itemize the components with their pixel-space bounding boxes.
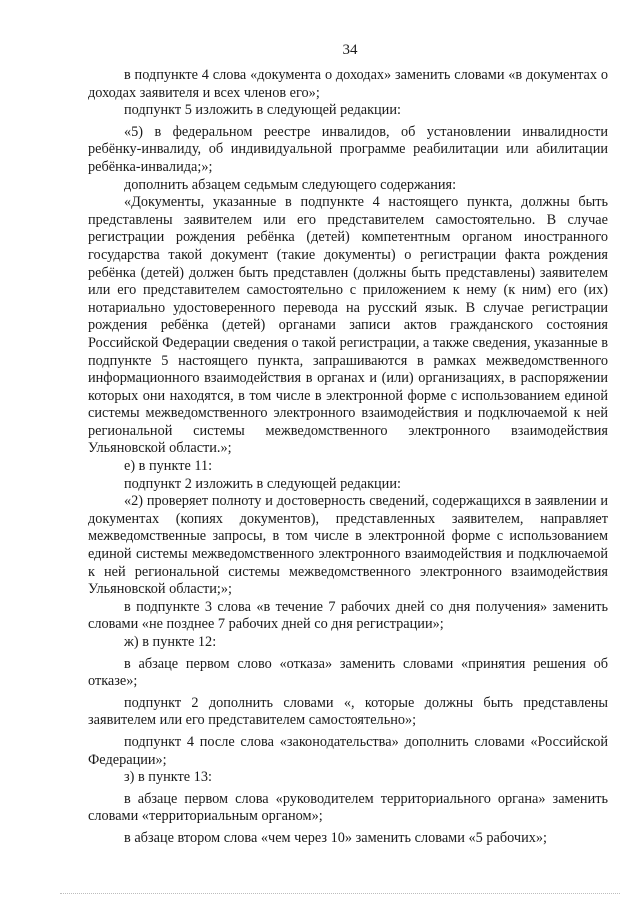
paragraph: в подпункте 4 слова «документа о доходах» заменить словами «в документах о доходах заявителя и всех членов его»; — [88, 67, 608, 101]
paragraph: подпункт 4 после слова «законодательства» дополнить словами «Российской Федерации»; — [88, 733, 608, 768]
paragraph: в подпункте 3 слова «в течение 7 рабочих дней со дня получения» заменить словами «не позднее 7 рабочих дней со дня регистрации»; — [88, 598, 608, 633]
paragraph: в абзаце первом слово «отказа» заменить словами «принятия решения об отказе»; — [88, 655, 608, 690]
paragraph: з) в пункте 13: — [124, 769, 212, 786]
scan-edge-artifact — [60, 893, 620, 894]
paragraph: ж) в пункте 12: — [124, 634, 217, 650]
paragraph: «5) в федеральном реестре инвалидов, об установлении инвалидности ребёнку-инвалиду, об индивидуальной программе реабилитации или абилитации ребёнка-инвалида;»; — [88, 123, 608, 175]
document-body — [88, 67, 608, 848]
paragraph: «2) проверяет полноту и достоверность сведений, содержащихся в заявлении и документах (копиях документов), представленных заявителем, направляет межведомственные запросы, в том числе в электронной форме с использованием единой системы межведомственного электронного взаимодействия и подключаемой к ней региональной системы межведомственного электронного взаимодействия Ульяновской области;»; — [88, 493, 608, 598]
paragraph: подпункт 2 изложить в следующей редакции: — [124, 475, 401, 492]
paragraph: подпункт 5 изложить в следующей редакции: — [124, 102, 401, 119]
paragraph: в абзаце первом слова «руководителем территориального органа» заменить словами «территориальным органом»; — [88, 790, 608, 825]
page-number: 34 — [342, 42, 358, 58]
paragraph: дополнить абзацем седьмым следующего содержания: — [124, 176, 457, 193]
paragraph: «Документы, указанные в подпункте 4 настоящего пункта, должны быть представлены заявителем или его представителем самостоятельно. В случае регистрации рождения ребёнка (детей) компетентным органом иностранного государства такой документ (такие документы) о регистрации факта рождения ребёнка (детей) должен быть представлен (должны быть представлены) заявителем или его представителем самостоятельно с приложением к нему (к ним) его (их) нотариально удостоверенного перевода на русский язык. В случае регистрации рождения ребёнка (детей) органами записи актов гражданского состояния Российской Федерации сведения о такой регистрации, а также сведения, указанные в подпункте 5 настоящего пункта, запрашиваются в рамках межведомственного информационного взаимодействия в органах и (или) организациях, в распоряжении которых они находятся, в том числе в электронной форме с использованием единой системы межведомственного электронного взаимодействия и подключаемой к ней региональной системы межведомственного электронного взаимодействия Ульяновской области.»; — [88, 194, 608, 457]
paragraph: е) в пункте 11: — [124, 458, 213, 475]
paragraph: в абзаце втором слова «чем через 10» заменить словами «5 рабочих»; — [124, 829, 547, 846]
paragraph: подпункт 2 дополнить словами «, которые должны быть представлены заявителем или его представителем самостоятельно»; — [88, 694, 608, 729]
